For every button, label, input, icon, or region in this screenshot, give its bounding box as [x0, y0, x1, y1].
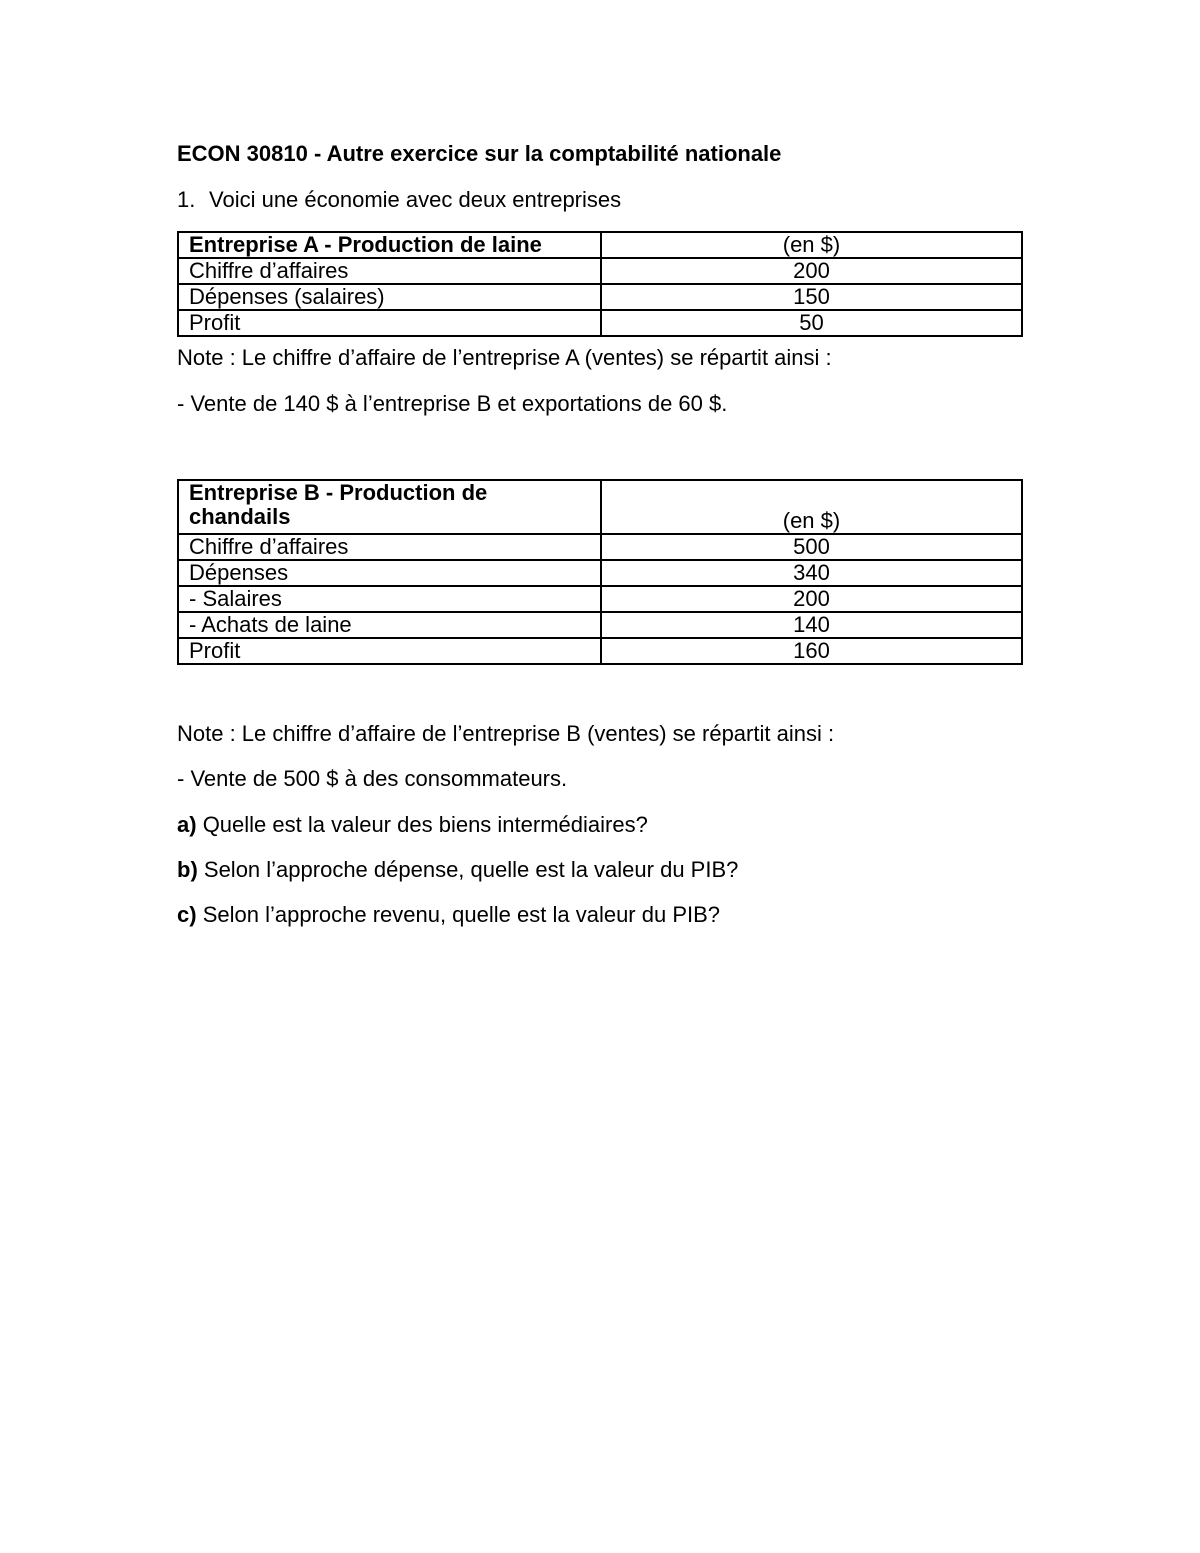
table-row: [178, 258, 1022, 284]
row-label: - Achats de laine: [178, 612, 601, 638]
row-label: Profit: [178, 310, 601, 336]
detail-enterprise-b: - Vente de 500 $ à des consommateurs.: [177, 766, 568, 791]
row-label: Dépenses (salaires): [178, 284, 601, 310]
row-value: 500: [601, 534, 1022, 560]
sub-question-b: [177, 857, 738, 883]
table-row: [178, 586, 1022, 612]
table-header-row: [178, 480, 1022, 534]
row-value: 340: [601, 560, 1022, 586]
row-value: 150: [601, 284, 1022, 310]
table-enterprise-a: [177, 231, 1023, 337]
table-row: [178, 284, 1022, 310]
row-value: 160: [601, 638, 1022, 664]
table-row: [178, 560, 1022, 586]
table-row: [178, 638, 1022, 664]
row-label: Profit: [178, 638, 601, 664]
sub-question-c: [177, 902, 720, 928]
row-label: Chiffre d’affaires: [178, 534, 601, 560]
sub-question-letter: b): [177, 857, 198, 882]
sub-question-letter: c): [177, 902, 197, 927]
sub-question-a: [177, 812, 648, 838]
table-header-unit: (en $): [601, 480, 1022, 534]
sub-question-text: Quelle est la valeur des biens intermédiaires?: [202, 812, 648, 837]
table-enterprise-b: [177, 479, 1023, 665]
table-row: [178, 534, 1022, 560]
sub-question-text: Selon l’approche revenu, quelle est la valeur du PIB?: [202, 902, 721, 927]
table-header-unit: (en $): [601, 232, 1022, 258]
table-row: [178, 310, 1022, 336]
table-header-label: Entreprise A - Production de laine: [178, 232, 601, 258]
row-label: - Salaires: [178, 586, 601, 612]
table-header-row: [178, 232, 1022, 258]
sub-question-text: Selon l’approche dépense, quelle est la valeur du PIB?: [203, 857, 739, 882]
detail-enterprise-a: - Vente de 140 $ à l’entreprise B et exportations de 60 $.: [177, 391, 728, 416]
row-value: 200: [601, 258, 1022, 284]
table-row: [178, 612, 1022, 638]
row-label: Chiffre d’affaires: [178, 258, 601, 284]
row-value: 200: [601, 586, 1022, 612]
question-number: 1.: [177, 187, 196, 212]
row-value: 140: [601, 612, 1022, 638]
document-title: ECON 30810 - Autre exercice sur la comptabilité nationale: [177, 141, 782, 166]
table-header-label: Entreprise B - Production de chandails: [178, 480, 601, 534]
note-enterprise-a: Note : Le chiffre d’affaire de l’entreprise A (ventes) se répartit ainsi :: [177, 345, 832, 370]
row-value: 50: [601, 310, 1022, 336]
question-intro: [177, 187, 621, 213]
sub-question-letter: a): [177, 812, 197, 837]
row-label: Dépenses: [178, 560, 601, 586]
note-enterprise-b: Note : Le chiffre d’affaire de l’entreprise B (ventes) se répartit ainsi :: [177, 721, 835, 746]
question-text: Voici une économie avec deux entreprises: [209, 187, 622, 212]
